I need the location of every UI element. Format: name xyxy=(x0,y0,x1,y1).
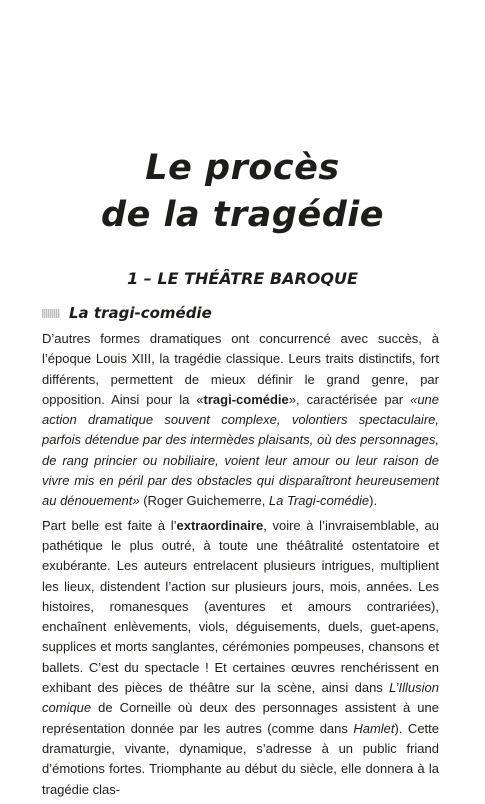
paragraph-text: ). Cette dramaturgie, vivante, dynamique, s’adresse à un public friand d’émotions fortes. Triomphante au début du siècle, elle donnera à la tragédie clas- xyxy=(42,720,439,797)
section-marker-icon xyxy=(42,309,60,318)
body-text xyxy=(42,329,439,804)
key-term: extraordinaire xyxy=(176,517,264,533)
work-title: La Tragi-comédie xyxy=(268,493,370,509)
paragraph-text: D’autres formes dramatiques ont concurrencé avec succès, à l’époque Louis XIII, la tragédie classique. Leurs traits distinctifs, fort différents, permettent de mieux définir le grand genre, par opposition. Ainsi pour la « xyxy=(42,331,439,407)
paragraph-text: (Roger Guichemerre, xyxy=(139,493,269,509)
section-heading: 1 – LE THÉÂTRE BAROQUE xyxy=(127,269,358,288)
chapter-title-line-1: Le procès xyxy=(145,148,340,189)
paragraph xyxy=(42,516,439,800)
work-title: Hamlet xyxy=(353,720,395,736)
paragraph-text: , voire à l’invraisemblable, au pathétique le plus outré, à toute une théâtralité ostentatoire et exubérante. Les auteurs entrelacent plusieurs intrigues, multiplient les lieux, distendent l’action sur plusieurs jours, mois, années. Les histoires, romanesques (aventures et amours contrariées), enchaînent enlèvements, viols, déguisements, duels, guet-apens, supplices et morts sanglantes, cérémonies pompeuses, chansons et ballets. C’est du spectacle ! Et certaines œuvres renchérissent en exhibant des pièces de théâtre sur la scène, ainsi dans xyxy=(42,517,439,696)
chapter-title-line-2: de la tragédie xyxy=(101,195,384,236)
subsection-heading-text: La tragi-comédie xyxy=(69,304,212,322)
paragraph-text: ). xyxy=(369,493,378,509)
paragraph-text: », caractérisée par xyxy=(288,391,411,407)
paragraph xyxy=(42,329,439,512)
subsection-heading xyxy=(42,302,212,324)
definition-quote: «une action dramatique souvent complexe, volontiers spectaculaire, parfois détendue par des intermèdes plaisants, où des personnages, de rang princier ou nobiliaire, voient leur amour ou leur raison de vivre mis en péril par des obstacles qui disparaîtront heureusement au dénouement» xyxy=(42,391,440,509)
paragraph-text: Part belle est faite à l’ xyxy=(42,517,177,533)
chapter-title xyxy=(0,145,485,239)
paragraph-text: de Corneille où deux des personnages assistent à une représentation donnée par les autres (comme dans xyxy=(42,700,439,736)
key-term: tragi-comédie xyxy=(203,391,289,407)
work-title: L’Illusion comique xyxy=(42,680,439,716)
